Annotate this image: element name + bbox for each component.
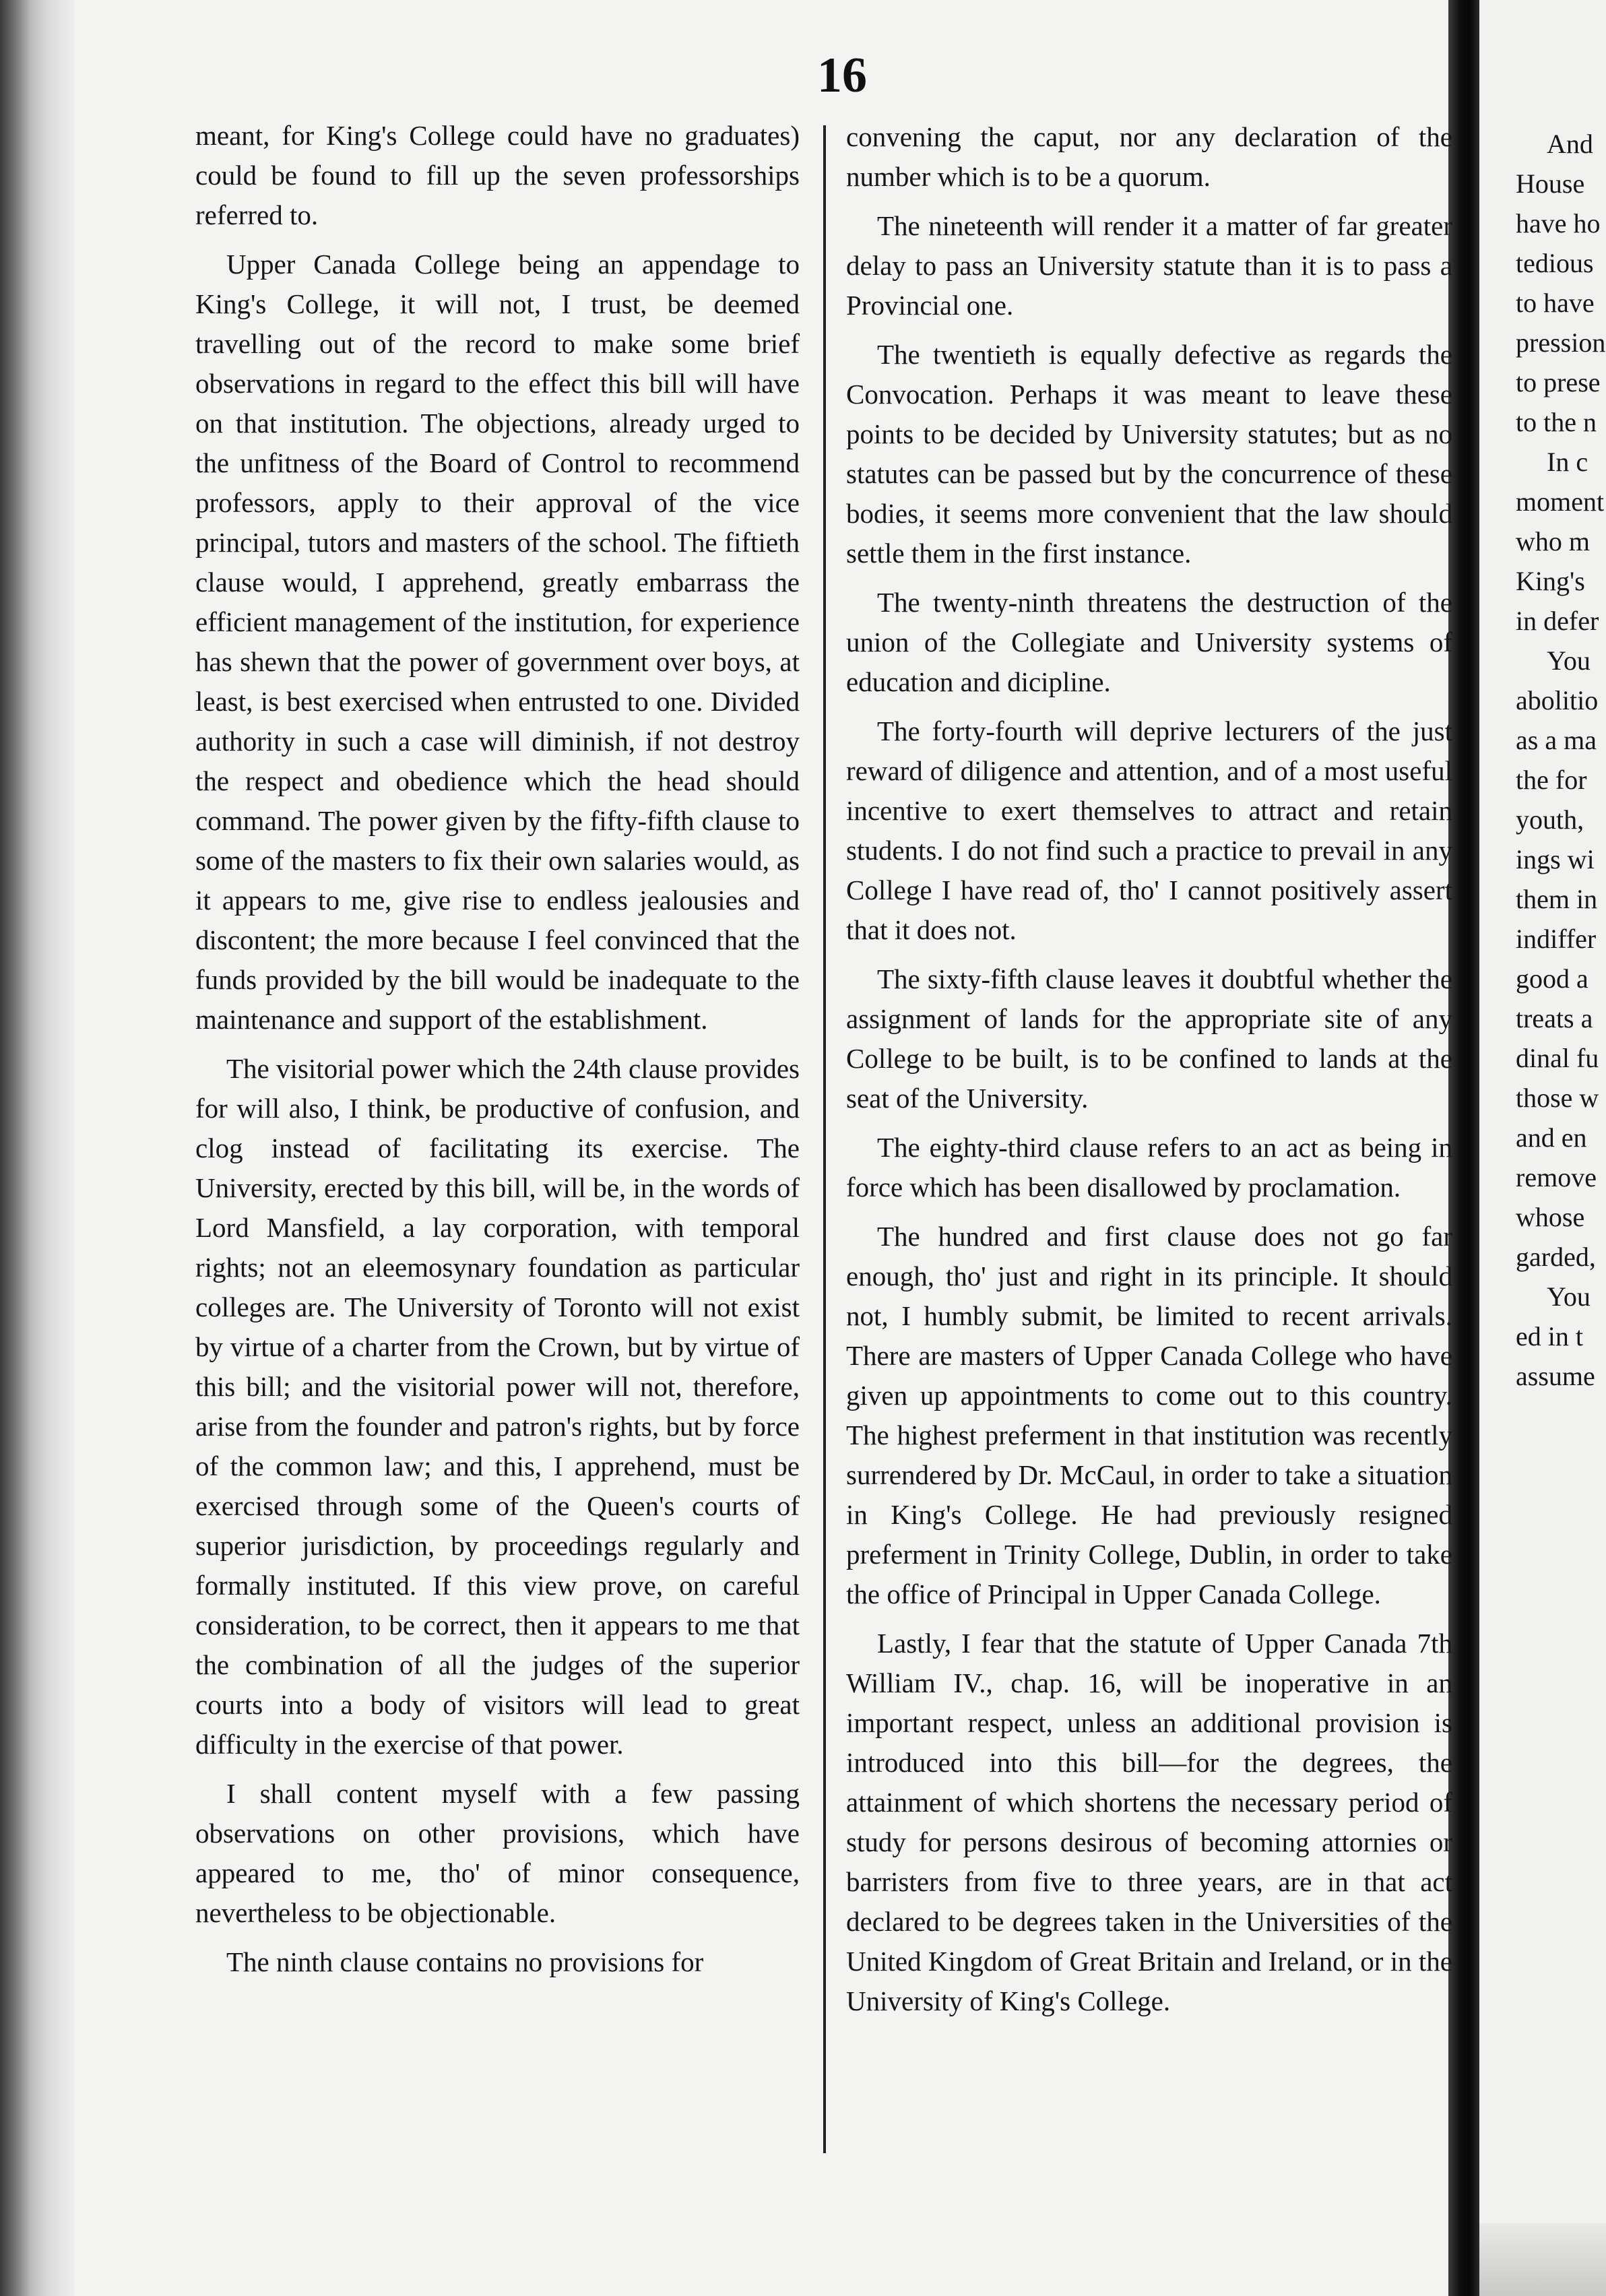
paragraph: The hundred and first clause does not go far enough, tho' just and right in its principle. It should not, I humbly submit, be limited to recent arrivals. There are masters of Upper Canada College who have given up appointments to come out to this country. The highest preferment in that institution was recently surrendered by Dr. McCaul, in order to take a situation in King's College. He had previously resigned preferment in Trinity College, Dublin, in order to take the office of Principal in Upper Canada College. [846,1221,1452,1609]
facing-line: youth, [1516,804,1584,835]
facing-line: House [1516,168,1585,199]
facing-line: as a ma [1516,725,1597,755]
paragraph: Lastly, I fear that the statute of Upper Canada 7th William IV., chap. 16, will be inoperative in an important respect, unless an additional provision is introduced into this bill—for the degrees, the attainment of which shortens the necessary period of study for persons desirous of becoming attornies or barristers from five to three years, are in that act declared to be degrees taken in the Universities of the United Kingdom of Great Britain and Ireland, or in the University of King's College. [846,1628,1452,2016]
facing-line: remove [1516,1162,1597,1192]
right-column [846,117,1452,2021]
paragraph: The nineteenth will render it a matter of far greater delay to pass an University statute than it is to pass a Provincial one. [846,210,1452,321]
facing-line: whose [1516,1202,1585,1232]
paragraph: The twentieth is equally defective as regards the Convocation. Perhaps it was meant to leave these points to be decided by University statutes; but as no statutes can be passed but by the concurrence of these bodies, it seems more convenient that the law should settle them in the first instance. [846,339,1452,569]
book-gutter [1448,0,1479,2296]
facing-line: good a [1516,963,1588,994]
facing-line: You [1547,1281,1591,1312]
facing-line: tedious [1516,248,1594,278]
facing-line: And [1547,129,1593,159]
page-left-edge [0,0,81,2296]
facing-line: in defer [1516,606,1599,636]
facing-line: have ho [1516,208,1601,238]
facing-line: You [1547,645,1591,676]
facing-line: the for [1516,765,1587,795]
facing-line: dinal fu [1516,1043,1599,1073]
page-number: 16 [817,48,867,103]
facing-page-shadow [1479,2223,1606,2296]
paragraph: The visitorial power which the 24th clause provides for will also, I think, be productive of confusion, and clog instead of facilitating its exercise. The University, erected by this bill, will be, in the words of Lord Mansfield, a lay corporation, with temporal rights; not an eleemosynary foundation as particular colleges are. The University of Toronto will not exist by virtue of a charter from the Crown, but by virtue of this bill; and the visitorial power will not, therefore, arise from the founder and patron's rights, but by force of the common law; and this, I apprehend, must be exercised through some of the Queen's courts of superior jurisdiction, by proceedings regularly and formally instituted. If this view prove, on careful consideration, to be correct, then it appears to me that the combination of all the judges of the superior courts into a body of visitors will lead to great difficulty in the exercise of that power. [195,1053,800,1760]
facing-line: assume [1516,1361,1595,1391]
paragraph: The sixty-fifth clause leaves it doubtful whether the assignment of lands for the appropriate site of any College to be built, is to be confined to lands at the seat of the University. [846,963,1452,1114]
column-divider [823,125,826,2153]
facing-line: ings wi [1516,844,1595,874]
facing-line: indiffer [1516,924,1597,954]
paragraph: The ninth clause contains no provisions for [226,1946,704,1977]
paragraph: The twenty-ninth threatens the destruction of the union of the Collegiate and University systems of education and dicipline. [846,587,1452,697]
facing-line: pression [1516,327,1606,358]
left-column [195,116,800,1982]
paragraph: convening the caput, nor any declaration of the number which is to be a quorum. [846,121,1452,192]
paragraph: meant, for King's College could have no graduates) could be found to fill up the seven professorships referred to. [195,120,800,230]
facing-line: to have [1516,288,1595,318]
facing-line: abolitio [1516,685,1599,715]
facing-line: who m [1516,526,1590,556]
facing-line: King's [1516,566,1585,596]
facing-line: treats a [1516,1003,1593,1033]
facing-line: to prese [1516,367,1601,397]
paragraph: The forty-fourth will deprive lecturers of the just reward of diligence and attention, and of a most useful incentive to exert themselves to attract and retain students. I do not find such a practice to prevail in any College I have read of, tho' I cannot positively assert that it does not. [846,715,1452,945]
facing-page-text [1516,124,1606,1396]
facing-line: moment [1516,486,1605,517]
paragraph: Upper Canada College being an appendage to King's College, it will not, I trust, be deemed travelling out of the record to make some brief observations in regard to the effect this bill will have on that institution. The objections, already urged to the unfitness of the Board of Control to recommend professors, apply to their approval of the vice principal, tutors and masters of the school. The fiftieth clause would, I apprehend, greatly embarrass the efficient management of the institution, for experience has shewn that the power of government over boys, at least, is best exercised when entrusted to one. Divided authority in such a case will diminish, if not destroy the respect and obedience which the head should command. The power given by the fifty-fifth clause to some of the masters to fix their own salaries would, as it appears to me, give rise to endless jealousies and discontent; the more because I feel convinced that the funds provided by the bill would be inadequate to the maintenance and support of the establishment. [195,249,800,1035]
facing-line: to the n [1516,407,1597,437]
paragraph: The eighty-third clause refers to an act as being in force which has been disallowed by proclamation. [846,1132,1452,1203]
facing-line: and en [1516,1122,1587,1153]
facing-line: In c [1547,447,1588,477]
paragraph: I shall content myself with a few passing observations on other provisions, which have appeared to me, tho' of minor consequence, nevertheless to be objectionable. [195,1778,800,1928]
facing-line: those w [1516,1083,1599,1113]
facing-line: ed in t [1516,1321,1583,1351]
facing-line: garded, [1516,1242,1596,1272]
facing-line: them in [1516,884,1598,914]
